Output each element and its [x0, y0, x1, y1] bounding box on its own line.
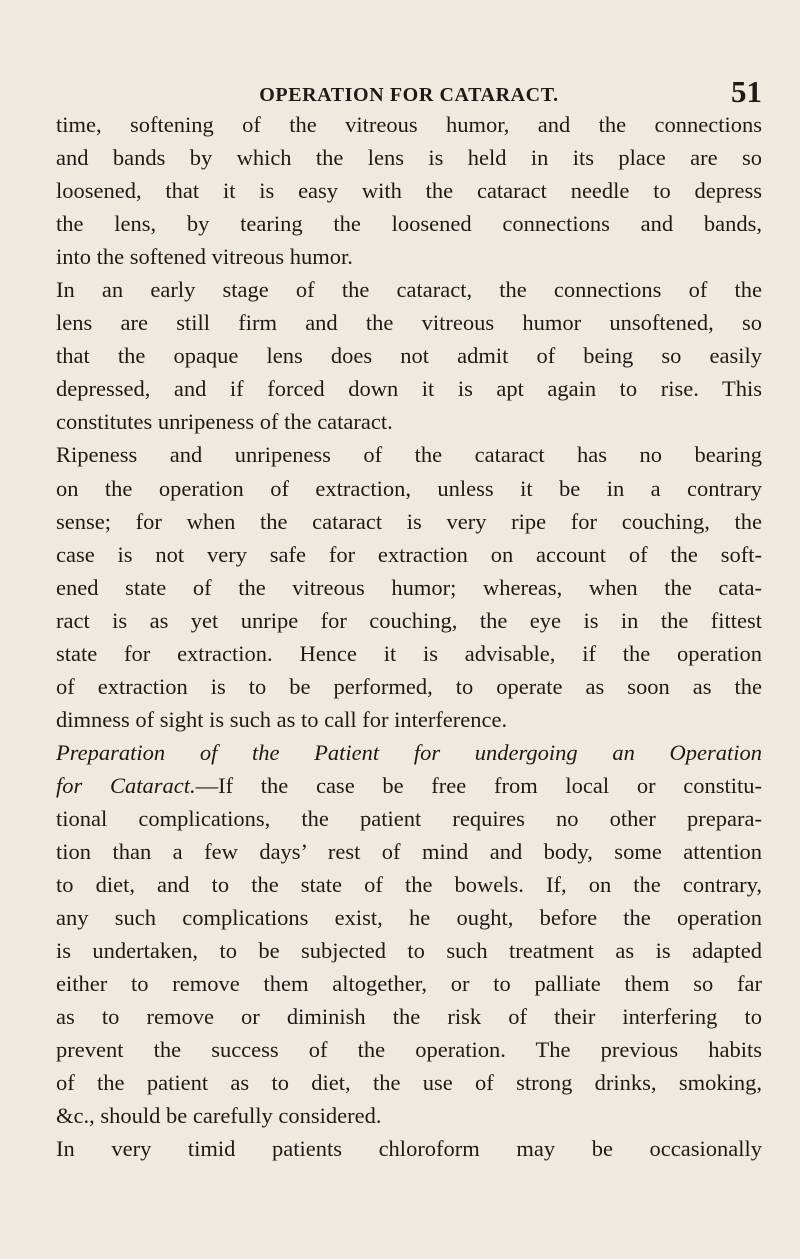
text-line: to diet, and to the state of the bowels. If, on the contrary, — [56, 872, 762, 898]
text-line: that the opaque lens does not admit of being so easily — [56, 343, 762, 369]
section-heading-end: for Cataract. — [56, 772, 196, 798]
section-heading-line: Preparation of the Patient for undergoing an Operation — [56, 739, 762, 765]
text-line: is undertaken, to be subjected to such treatment as is adapted — [56, 938, 762, 964]
text-line: prevent the success of the operation. The previous habits — [56, 1037, 762, 1063]
text-line: ract is as yet unripe for couching, the eye is in the fittest — [56, 607, 762, 633]
text-line: either to remove them altogether, or to palliate them so far — [56, 971, 762, 997]
text-line: depressed, and if forced down it is apt again to rise. This — [56, 376, 762, 402]
text-line: tional complications, the patient requires no other prepara- — [56, 805, 762, 831]
text-line: the lens, by tearing the loosened connections and bands, — [56, 211, 762, 237]
text-line: sense; for when the cataract is very ripe for couching, the — [56, 508, 762, 534]
text-line: Ripeness and unripeness of the cataract has no bearing — [56, 442, 762, 468]
text-line: lens are still firm and the vitreous humor unsoftened, so — [56, 310, 762, 336]
text-line: &c., should be carefully considered. — [56, 1103, 382, 1129]
running-title: OPERATION FOR CATARACT. — [259, 84, 559, 106]
text-line: loosened, that it is easy with the cataract needle to depress — [56, 178, 762, 204]
text-line: time, softening of the vitreous humor, and the connections — [56, 112, 762, 137]
text-line: dimness of sight is such as to call for interference. — [56, 706, 508, 732]
text-line: In very timid patients chloroform may be occasionally — [56, 1136, 762, 1162]
text-line: into the softened vitreous humor. — [56, 244, 353, 270]
text-line: case is not very safe for extraction on account of the soft- — [56, 541, 762, 567]
text-line: constitutes unripeness of the cataract. — [56, 409, 393, 435]
text-line: of the patient as to diet, the use of strong drinks, smoking, — [56, 1070, 762, 1096]
text-line: on the operation of extraction, unless it be in a contrary — [56, 475, 762, 501]
text-line: any such complications exist, he ought, before the operation — [56, 905, 762, 931]
text-line: as to remove or diminish the risk of their interfering to — [56, 1004, 762, 1030]
text-line-mixed — [56, 769, 762, 802]
text-line: state for extraction. Hence it is advisable, if the operation — [56, 640, 762, 666]
text-segment: —If the case be free from local or constitu- — [195, 772, 763, 798]
text-line: ened state of the vitreous humor; whereas, when the cata- — [56, 574, 762, 600]
text-line: tion than a few days’ rest of mind and body, some attention — [56, 839, 762, 865]
text-line: In an early stage of the cataract, the connections of the — [56, 277, 762, 303]
page-number: 51 — [731, 74, 762, 109]
text-line: of extraction is to be performed, to operate as soon as the — [56, 673, 762, 699]
running-head — [56, 74, 762, 110]
text-line: and bands by which the lens is held in its place are so — [56, 145, 762, 171]
body-text — [56, 108, 762, 1166]
